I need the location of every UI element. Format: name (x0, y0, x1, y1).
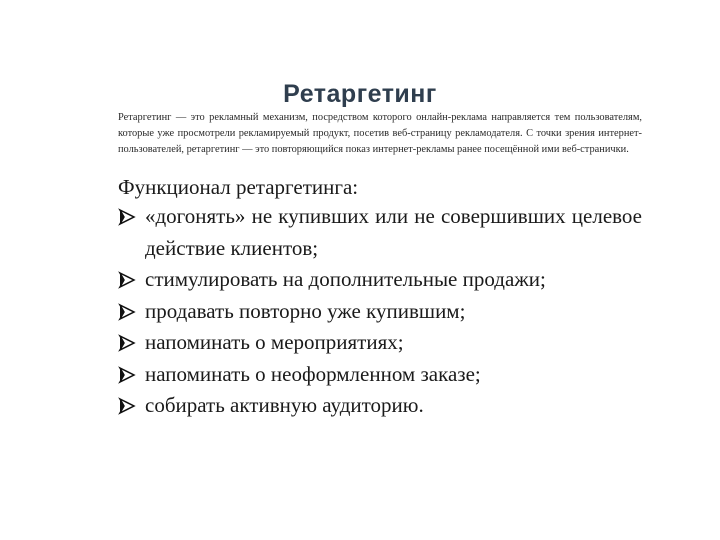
arrow-bullet-icon (118, 397, 136, 415)
list-item-text: напоминать о мероприятиях; (145, 330, 404, 354)
list-heading: Функционал ретаргетинга: (118, 175, 359, 199)
arrow-bullet-icon (118, 208, 136, 226)
list-item-text: стимулировать на дополнительные продажи; (145, 267, 546, 291)
arrow-bullet-icon (118, 366, 136, 384)
arrow-bullet-icon (118, 271, 136, 289)
intro-paragraph: Ретаргетинг — это рекламный механизм, посредством которого онлайн-реклама направляется тем пользователям, которые уже просмотрели рекламируемый продукт, посетив веб-страницу рекламодателя. С точки зрения интернет-пользователей, ретаргетинг — это повторяющийся показ интернет-рекламы ранее посещённой ими веб-странички. (118, 112, 642, 156)
list-item (118, 390, 642, 422)
slide-title: Ретаргетинг (283, 80, 437, 108)
list-item (118, 201, 642, 264)
list-item (118, 327, 642, 359)
list-item-text: продавать повторно уже купившим; (145, 298, 466, 323)
list-item (118, 296, 642, 328)
list-item-text: собирать активную аудиторию. (145, 393, 424, 417)
list-item (118, 264, 642, 296)
function-list (118, 201, 642, 422)
arrow-bullet-icon (118, 334, 136, 352)
list-item (118, 359, 642, 391)
list-item-text: напоминать о неоформленном заказе; (145, 361, 481, 386)
list-item-text: «догонять» не купивших или не совершивших целевое действие клиентов; (145, 204, 642, 260)
arrow-bullet-icon (118, 303, 136, 321)
